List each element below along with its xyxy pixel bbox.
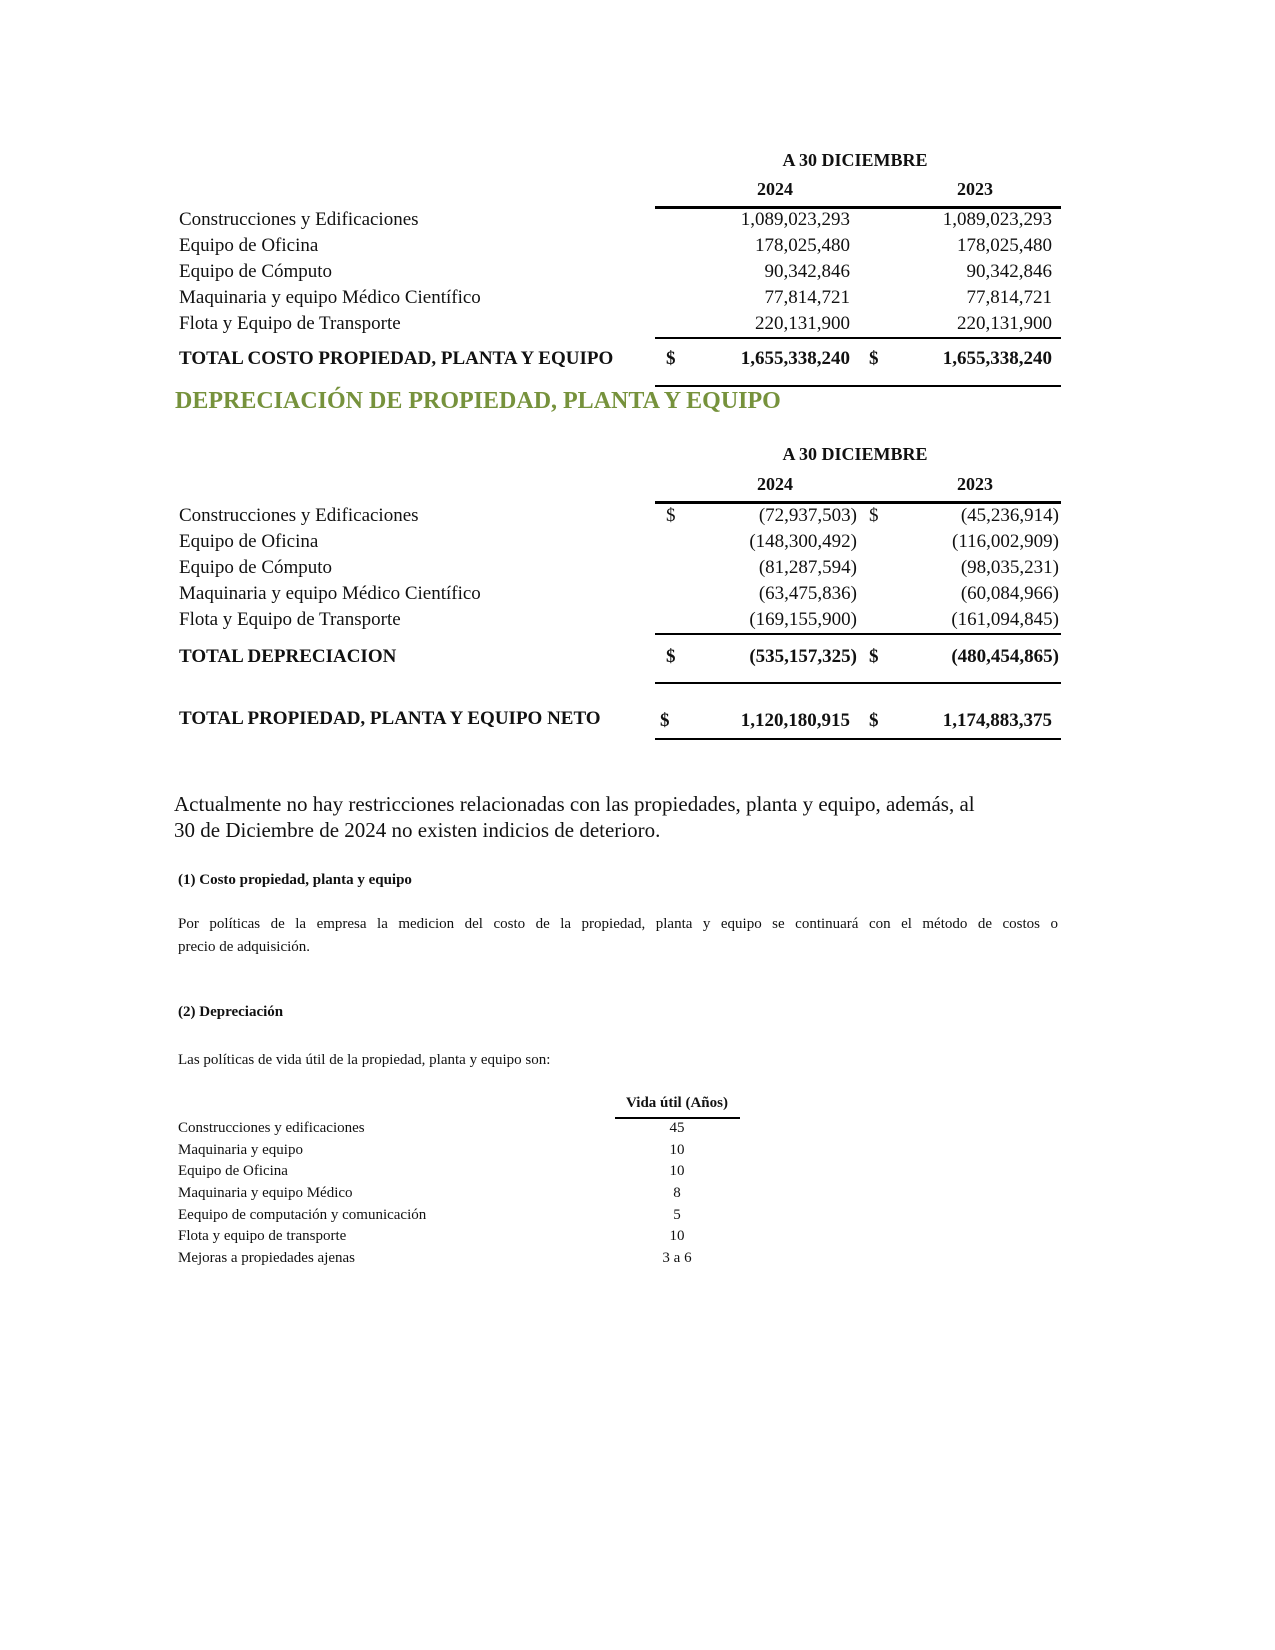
note2-heading: (2) Depreciación — [178, 1004, 284, 1020]
useful-life-label: Flota y equipo de transporte — [178, 1228, 347, 1244]
useful-life-years: 5 — [673, 1207, 681, 1223]
cost-year-2024: 2024 — [757, 179, 793, 199]
dep-row-label: Construcciones y Edificaciones — [179, 505, 419, 526]
dep-year-2024: 2024 — [757, 474, 793, 494]
dep-row-currency-2023: $ — [869, 505, 879, 526]
net-total-2023: 1,174,883,375 — [942, 710, 1052, 731]
useful-life-years: 3 a 6 — [662, 1250, 692, 1266]
note1-line-2: precio de adquisición. — [178, 939, 311, 955]
dep-period-header: A 30 DICIEMBRE — [782, 444, 928, 464]
dep-row-2023: (116,002,909) — [952, 531, 1059, 552]
cost-row-2024: 220,131,900 — [755, 313, 850, 334]
dep-row-2024: (81,287,594) — [758, 557, 857, 578]
cost-period-header: A 30 DICIEMBRE — [782, 150, 928, 170]
note1-line-1: Por políticas de la empresa la medicion del costo de la propiedad, planta y equipo se continuará con el método de costos o — [178, 916, 1058, 932]
cost-row-2023: 220,131,900 — [957, 313, 1052, 334]
cost-row-label: Maquinaria y equipo Médico Científico — [179, 287, 481, 308]
net-total-currency-2024: $ — [660, 710, 670, 731]
useful-life-label: Mejoras a propiedades ajenas — [178, 1250, 356, 1266]
useful-life-header-rule — [615, 1117, 740, 1119]
net-total-2024: 1,120,180,915 — [740, 710, 850, 731]
cost-row-label: Equipo de Oficina — [179, 235, 319, 256]
dep-row-currency-2024: $ — [666, 505, 676, 526]
cost-row-2024: 77,814,721 — [764, 287, 850, 308]
dep-row-label: Equipo de Oficina — [179, 531, 319, 552]
useful-life-label: Equipo de Oficina — [178, 1163, 288, 1179]
cost-row-2023: 77,814,721 — [966, 287, 1052, 308]
net-total-rule — [655, 738, 1061, 740]
cost-total-2024: 1,655,338,240 — [740, 348, 850, 369]
cost-row-2023: 90,342,846 — [966, 261, 1052, 282]
dep-total-currency-2024: $ — [666, 646, 676, 667]
cost-row-2023: 1,089,023,293 — [942, 209, 1052, 230]
cost-row-label: Construcciones y Edificaciones — [179, 209, 419, 230]
useful-life-years: 8 — [673, 1185, 681, 1201]
net-total-label: TOTAL PROPIEDAD, PLANTA Y EQUIPO NETO — [179, 708, 601, 729]
useful-life-years: 10 — [669, 1163, 685, 1179]
depreciation-heading: DEPRECIACIÓN DE PROPIEDAD, PLANTA Y EQUIPO — [175, 388, 781, 414]
statement-line-2: 30 de Diciembre de 2024 no existen indicios de deterioro. — [174, 818, 661, 842]
cost-row-2023: 178,025,480 — [957, 235, 1052, 256]
dep-total-currency-2023: $ — [869, 646, 879, 667]
useful-life-label: Maquinaria y equipo — [178, 1142, 303, 1158]
dep-total-2024: (535,157,325) — [749, 646, 857, 667]
dep-row-2023: (98,035,231) — [960, 557, 1059, 578]
dep-row-2024: (63,475,836) — [758, 583, 857, 604]
dep-total-label: TOTAL DEPRECIACION — [179, 646, 397, 667]
useful-life-header: Vida útil (Años) — [626, 1095, 728, 1111]
useful-life-label: Maquinaria y equipo Médico — [178, 1185, 353, 1201]
cost-subtotal-rule — [655, 337, 1061, 339]
dep-total-rule — [655, 682, 1061, 684]
useful-life-years: 10 — [669, 1228, 685, 1244]
dep-row-2023: (161,094,845) — [951, 609, 1059, 630]
dep-row-label: Equipo de Cómputo — [179, 557, 333, 578]
useful-life-label: Construcciones y edificaciones — [178, 1120, 365, 1136]
cost-total-currency-2024: $ — [666, 348, 676, 369]
useful-life-label: Eequipo de computación y comunicación — [178, 1207, 427, 1223]
note2-intro: Las políticas de vida útil de la propiedad, planta y equipo son: — [178, 1052, 551, 1068]
cost-row-2024: 178,025,480 — [755, 235, 850, 256]
dep-row-2023: (60,084,966) — [960, 583, 1059, 604]
net-total-currency-2023: $ — [869, 710, 879, 731]
note1-heading: (1) Costo propiedad, planta y equipo — [178, 872, 412, 888]
dep-subtotal-rule — [655, 633, 1061, 635]
dep-row-2024: (148,300,492) — [749, 531, 857, 552]
dep-row-2024: (72,937,503) — [758, 505, 857, 526]
useful-life-years: 10 — [669, 1142, 685, 1158]
cost-row-label: Equipo de Cómputo — [179, 261, 333, 282]
cost-year-2023: 2023 — [957, 179, 993, 199]
dep-year-2023: 2023 — [957, 474, 993, 494]
useful-life-years: 45 — [669, 1120, 685, 1136]
dep-total-2023: (480,454,865) — [951, 646, 1059, 667]
cost-total-currency-2023: $ — [869, 348, 879, 369]
cost-total-2023: 1,655,338,240 — [942, 348, 1052, 369]
cost-row-2024: 90,342,846 — [764, 261, 850, 282]
cost-total-label: TOTAL COSTO PROPIEDAD, PLANTA Y EQUIPO — [179, 348, 614, 369]
dep-row-2024: (169,155,900) — [749, 609, 857, 630]
cost-row-label: Flota y Equipo de Transporte — [179, 313, 401, 334]
dep-row-label: Flota y Equipo de Transporte — [179, 609, 401, 630]
dep-row-2023: (45,236,914) — [960, 505, 1059, 526]
statement-line-1: Actualmente no hay restricciones relacionadas con las propiedades, planta y equipo, además, al — [174, 792, 975, 816]
cost-total-rule — [655, 385, 1061, 387]
cost-row-2024: 1,089,023,293 — [740, 209, 850, 230]
dep-row-label: Maquinaria y equipo Médico Científico — [179, 583, 481, 604]
dep-header-rule — [655, 501, 1061, 504]
